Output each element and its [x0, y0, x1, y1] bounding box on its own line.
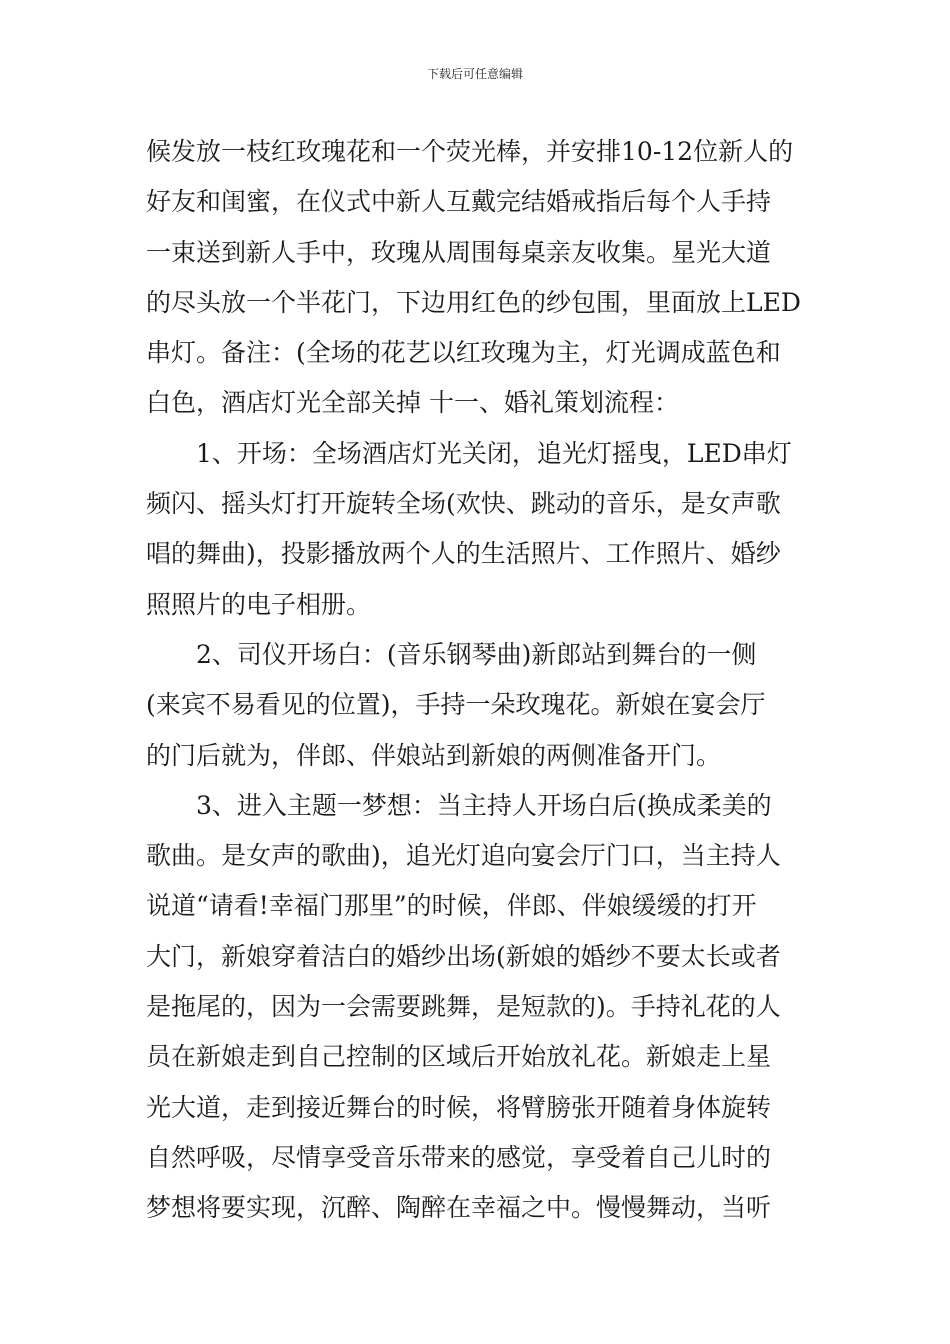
text-line: 是拖尾的，因为一会需要跳舞，是短款的)。手持礼花的人 — [146, 992, 781, 1022]
document-body — [146, 127, 806, 1234]
text-line: 频闪、摇头灯打开旋转全场(欢快、跳动的音乐，是女声歌 — [146, 489, 781, 519]
page-header: 下载后可任意编辑 — [426, 67, 523, 81]
paragraph-first-line: 2、司仪开场白：(音乐钢琴曲)新郎站到舞台的一侧 — [196, 639, 757, 669]
text-line: 说道“请看!幸福门那里”的时候，伴郎、伴娘缓缓的打开 — [146, 891, 757, 921]
text-line: 梦想将要实现，沉醉、陶醉在幸福之中。慢慢舞动，当听 — [146, 1193, 772, 1223]
text-line: 光大道，走到接近舞台的时候，将臂膀张开随着身体旋转 — [146, 1092, 772, 1122]
text-line: 唱的舞曲)，投影播放两个人的生活照片、工作照片、婚纱 — [146, 539, 781, 569]
text-line: 员在新娘走到自己控制的区域后开始放礼花。新娘走上星 — [146, 1042, 772, 1072]
text-line: 串灯。备注：(全场的花艺以红玫瑰为主，灯光调成蓝色和 — [146, 338, 781, 368]
text-line: 白色，酒店灯光全部关掉 十一、婚礼策划流程： — [146, 388, 679, 418]
text-line: 好友和闺蜜，在仪式中新人互戴完结婚戒指后每个人手持 — [146, 187, 772, 217]
text-line: 自然呼吸，尽情享受音乐带来的感觉，享受着自己儿时的 — [146, 1142, 772, 1172]
paragraph-first-line: 1、开场：全场酒店灯光关闭，追光灯摇曳，LED串灯 — [196, 438, 792, 468]
text-line: 的门后就为，伴郎、伴娘站到新娘的两侧准备开门。 — [146, 740, 722, 770]
paragraph-first-line: 3、进入主题一梦想：当主持人开场白后(换成柔美的 — [196, 790, 772, 820]
text-line: 大门，新娘穿着洁白的婚纱出场(新娘的婚纱不要太长或者 — [146, 941, 781, 971]
text-line: 候发放一枝红玫瑰花和一个荧光棒，并安排10-12位新人的 — [146, 137, 794, 166]
text-line: 照照片的电子相册。 — [146, 589, 372, 619]
text-line: (来宾不易看见的位置)，手持一朵玫瑰花。新娘在宴会厅 — [146, 690, 766, 720]
text-line: 的尽头放一个半花门，下边用红色的纱包围，里面放上LED — [146, 287, 801, 317]
text-line: 歌曲。是女声的歌曲)，追光灯追向宴会厅门口，当主持人 — [146, 841, 781, 871]
text-line: 一束送到新人手中，玫瑰从周围每桌亲友收集。星光大道 — [146, 237, 772, 267]
